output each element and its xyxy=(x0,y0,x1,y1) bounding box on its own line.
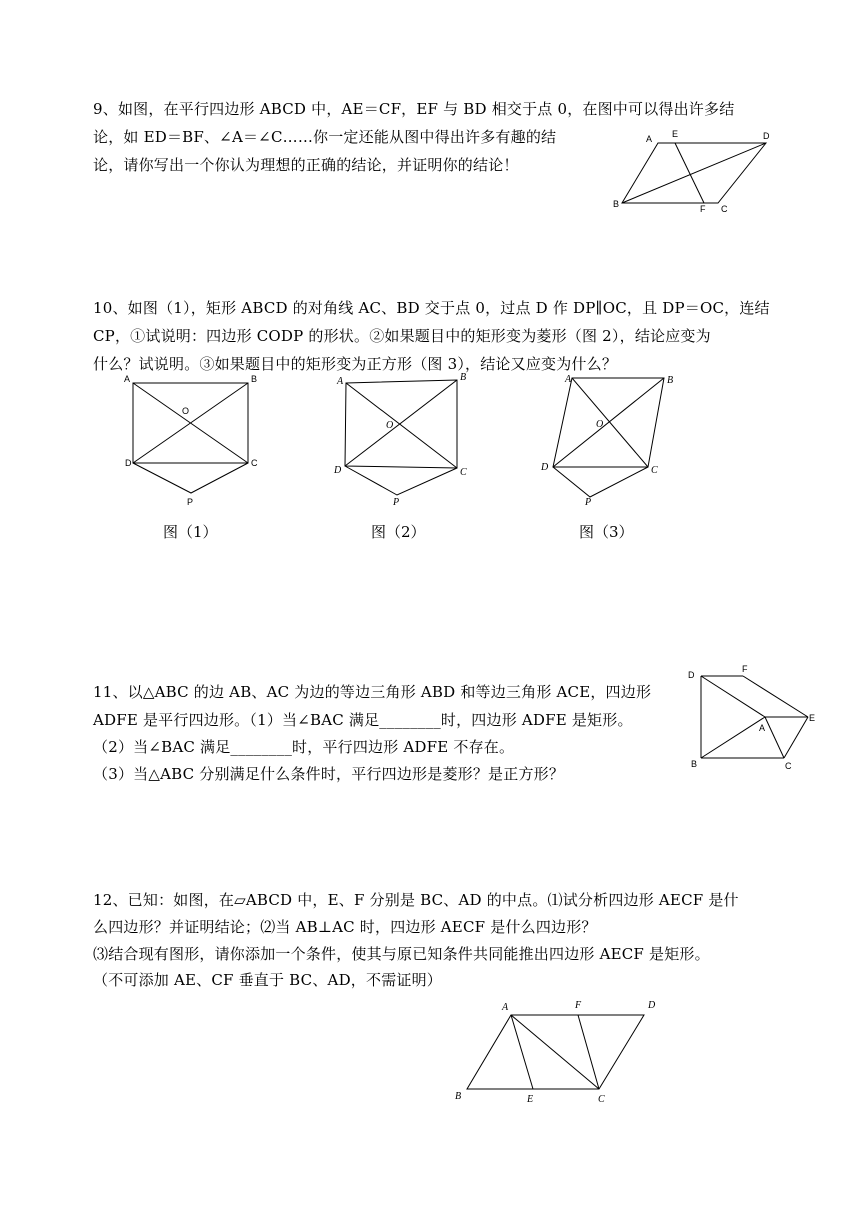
q12-label-f: F xyxy=(575,1000,582,1011)
q11-label-c: C xyxy=(785,761,792,771)
q9-label-f: F xyxy=(700,204,706,214)
q10-fig3-label-o: O xyxy=(596,419,604,430)
q12-line-2: 么四边形？并证明结论；⑵当 AB⊥AC 时，四边形 AECF 是什么四边形？ xyxy=(93,918,597,936)
q10-fig1-label-a: A xyxy=(124,374,131,384)
q10-fig3-label-d: D xyxy=(541,462,549,473)
q11-line-1: 11、以△ABC 的边 AB、AC 为边的等边三角形 ABD 和等边三角形 ACE，四边形 xyxy=(93,683,652,701)
q9-label-d: D xyxy=(763,131,770,141)
q10-line-2: CP，①试说明：四边形 CODP 的形状。②如果题目中的矩形变为菱形（图 2），结论应变为 xyxy=(93,327,711,345)
q10-fig1-label-d: D xyxy=(125,458,132,468)
q10-caption-3: 图（3） xyxy=(579,523,634,541)
q9-label-e: E xyxy=(672,129,679,139)
q10-fig3-label-c: C xyxy=(651,465,658,476)
q12-label-e: E xyxy=(527,1094,534,1105)
q10-fig2-label-o: O xyxy=(386,420,394,431)
q10-line-1: 10、如图（1），矩形 ABCD 的对角线 AC、BD 交于点 0，过点 D 作 DP∥OC，且 DP＝OC，连结 xyxy=(93,299,770,317)
q10-caption-1: 图（1） xyxy=(163,523,218,541)
q10-fig3-label-b: B xyxy=(667,375,674,386)
q10-fig1-label-b: B xyxy=(251,374,258,384)
q10-fig3-label-p: P xyxy=(585,497,592,508)
q10-line-3: 什么？试说明。③如果题目中的矩形变为正方形（图 3），结论又应变为什么？ xyxy=(93,355,618,373)
q10-caption-2: 图（2） xyxy=(371,523,426,541)
q11-label-b: B xyxy=(691,759,698,769)
q12-label-c: C xyxy=(598,1094,605,1105)
q11-line-4: （3）当△ABC 分别满足什么条件时，平行四边形是菱形？是正方形？ xyxy=(93,765,565,783)
q12-line-3: ⑶结合现有图形，请你添加一个条件，使其与原已知条件共同能推出四边形 AECF 是矩形。 xyxy=(93,945,710,963)
q9-label-c: C xyxy=(721,204,728,214)
q9-line-3: 论，请你写出一个你认为理想的正确的结论，并证明你的结论！ xyxy=(93,156,519,174)
q10-fig2-label-d: D xyxy=(334,465,342,476)
q12-line-4: （不可添加 AE、CF 垂直于 BC、AD，不需证明） xyxy=(93,971,443,989)
q9-line-1: 9、如图，在平行四边形 ABCD 中，AE＝CF，EF 与 BD 相交于点 0，在图中可以得出许多结 xyxy=(93,100,735,118)
q10-fig2-label-a: A xyxy=(337,376,344,387)
q9-label-b: B xyxy=(613,199,620,209)
q10-fig3-label-a: A xyxy=(565,374,572,385)
q12-diagonal-ac xyxy=(511,1015,599,1089)
q11-label-f: F xyxy=(742,664,748,674)
q10-fig2-label-c: C xyxy=(460,467,467,478)
q11-label-a: A xyxy=(759,723,766,733)
q10-fig1-label-o: O xyxy=(182,406,190,416)
q12-label-a: A xyxy=(502,1002,509,1013)
q12-segment-ae xyxy=(511,1015,533,1089)
q9-line-2: 论，如 ED＝BF、∠A＝∠C……你一定还能从图中得出许多有趣的结 xyxy=(93,128,557,146)
q11-line-3: （2）当∠BAC 满足________时，平行四边形 ADFE 不存在。 xyxy=(93,738,515,756)
q10-fig1-label-c: C xyxy=(251,458,258,468)
q10-fig2-label-b: B xyxy=(460,372,467,383)
q12-line-1: 12、已知：如图，在▱ABCD 中，E、F 分别是 BC、AD 的中点。⑴试分析四边形 AECF 是什 xyxy=(93,891,739,909)
q12-label-d: D xyxy=(648,1000,656,1011)
q11-label-e: E xyxy=(809,713,816,723)
q12-label-b: B xyxy=(455,1091,462,1102)
q11-label-d: D xyxy=(688,670,695,680)
q12-segment-fc xyxy=(578,1015,599,1089)
q9-label-a: A xyxy=(646,134,653,144)
q11-line-2: ADFE 是平行四边形。（1）当∠BAC 满足________时，四边形 ADFE 是矩形。 xyxy=(93,711,633,729)
q10-fig2-label-p: P xyxy=(393,497,400,508)
q10-fig1-label-p: P xyxy=(187,497,194,507)
